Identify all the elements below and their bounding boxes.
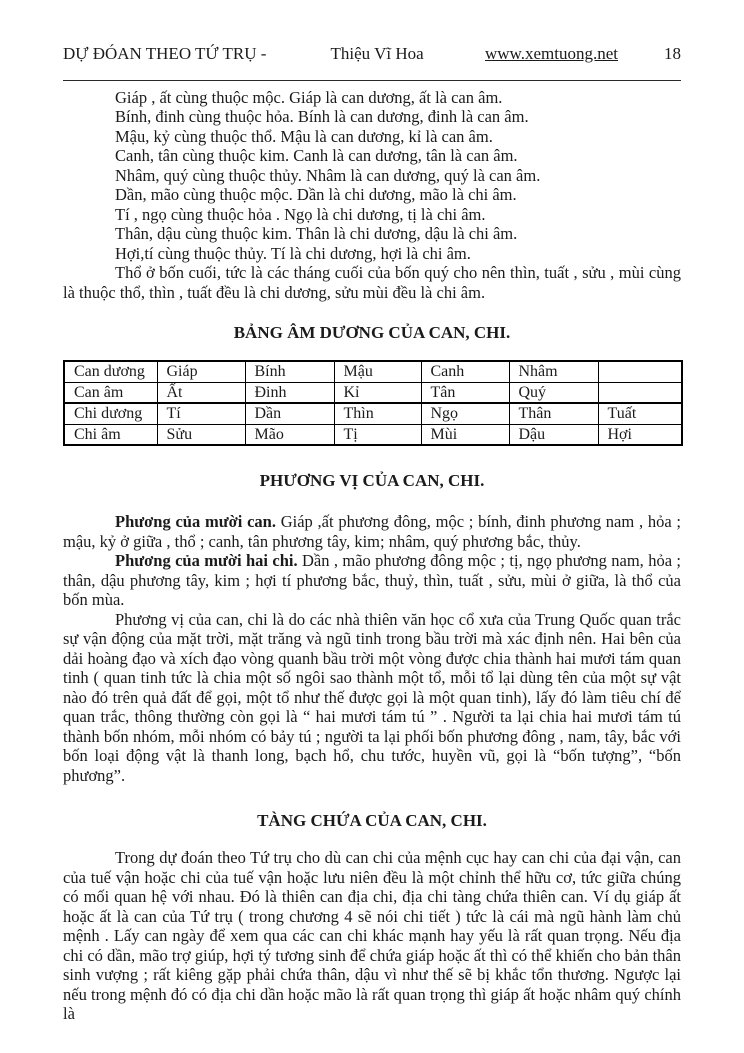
paragraph-phuong-vi-origin: Phương vị của can, chi là do các nhà thiên văn học cổ xưa của Trung Quốc quan trắc sự vận động của mặt trời, mặt trăng và ngũ tinh trong bầu trời mà xác định nên. Hai bên của dải hoàng đạo và xích đạo vòng quanh bầu trời một vòng được chia thành hai mươi tám quan tinh ( quan tinh tức là chia một số ngôi sao thành một tổ, mỗi tổ lại dùng tên của một sự vật nào đó trên quả đất để gọi, một tổ như thế được gọi là một quan tinh), lấy đó làm tiêu chí để quan trắc, thông thường còn gọi là “ hai mươi tám tú ” . Người ta lại chia hai mươi tám tú thành bốn nhóm, mỗi nhóm có bảy tú ; người ta lại phối bốn phương đông , nam, tây, bắc với bốn loại động vật là thanh long, bạch hổ, chu tước, huyền vũ, gọi là “bốn tượng”, “bốn phương”. xyxy=(63,609,681,785)
paragraph-text: Giáp ,ất phương đông, mộc ; bính, đinh phương nam , hỏa ; mậu, kỷ ở giữa , thổ ; canh, tân phương tây, kim; nhâm, quý phương bắc, thủy. xyxy=(63,512,681,551)
table-cell: Quý xyxy=(509,382,598,403)
am-duong-table xyxy=(63,360,683,446)
intro-line: Mậu, kỷ cùng thuộc thổ. Mậu là can dương, kỉ là can âm. xyxy=(115,126,493,146)
paragraph-tang-chua: Trong dự đoán theo Tứ trụ cho dù can chi của mệnh cục hay can chi của đại vận, can của tuế vận hoặc chi của tuế vận hoặc lưu niên đều là một chỉnh thể hữu cơ, tức giữa chúng có mối quan hệ với nhau. Đó là thiên can địa chi, địa chi tàng chứa thiên can. Ví dụ giáp ất hoặc ất là can của Tứ trụ ( trong chương 4 sẽ nói chi tiết ) tức là cái mà ngũ hành làm chủ mệnh . Lấy can ngày để xem qua các can chi khác mạnh hay yếu là rất quan trọng. Nếu địa chi có dần, mão trợ giúp, hợi tý tương sinh để chứa giáp hoặc ất thì có thể khiến cho bản thân sinh vượng ; rất kiêng gặp phải chứa thân, dậu vì như thế sẽ bị khắc tổn thương. Ngược lại nếu trong mệnh đó có địa chi dần hoặc mão là rất quan trọng thì giáp ất hoặc nhâm quý chính là xyxy=(63,848,681,1023)
table-cell: Canh xyxy=(421,361,509,382)
intro-line: Bính, đinh cùng thuộc hỏa. Bính là can dương, đinh là can âm. xyxy=(115,107,529,126)
intro-line: Hợi,tí cùng thuộc thủy. Tí là chi dương, hợi là chi âm. xyxy=(115,243,471,263)
table-cell: Mùi xyxy=(421,424,509,445)
intro-line: Thân, dậu cùng thuộc kim. Thân là chi dương, dậu là chi âm. xyxy=(115,224,518,243)
table-cell: Tân xyxy=(421,382,509,403)
table-cell: Ất xyxy=(157,382,245,403)
table-cell: Nhâm xyxy=(509,361,598,382)
table-row xyxy=(64,403,682,424)
paragraph-lead-bold: Phương của mười can. xyxy=(115,512,276,531)
section-heading-tang-chua: TÀNG CHỨA CỦA CAN, CHI. xyxy=(257,811,487,830)
book-title: DỰ ĐÓAN THEO TỨ TRỤ - xyxy=(63,44,267,63)
table-cell: Kỉ xyxy=(334,382,421,403)
table-cell: Đinh xyxy=(245,382,334,403)
table-cell: Tị xyxy=(334,424,421,445)
intro-line: Tí , ngọ cùng thuộc hỏa . Ngọ là chi dương, tị là chi âm. xyxy=(115,204,486,224)
section-heading-phuong-vi: PHƯƠNG VỊ CỦA CAN, CHI. xyxy=(259,471,485,490)
page-header xyxy=(63,44,681,81)
table-cell: Can dương xyxy=(64,361,157,382)
table-row xyxy=(64,361,682,382)
table-cell: Chi dương xyxy=(64,403,157,424)
table-cell xyxy=(598,361,682,382)
author-name: Thiệu Vĩ Hoa xyxy=(330,44,424,63)
table-cell: Bính xyxy=(245,361,334,382)
intro-list xyxy=(63,88,681,303)
intro-line: Dần, mão cùng thuộc mộc. Dần là chi dương, mão là chi âm. xyxy=(115,185,517,204)
page-number: 18 xyxy=(664,44,681,63)
table-cell: Thìn xyxy=(334,403,421,424)
table-cell: Ngọ xyxy=(421,403,509,424)
paragraph-phuong-muoi-hai-chi xyxy=(63,551,681,610)
table-row xyxy=(64,424,682,445)
intro-closing-paragraph: Thổ ở bốn cuối, tức là các tháng cuối của bốn quý cho nên thìn, tuất , sửu , mùi cùng là thuộc thổ, thìn , tuất đều là chi dương, sửu mùi đều là chi âm. xyxy=(63,263,681,302)
table-cell: Thân xyxy=(509,403,598,424)
table-row xyxy=(64,382,682,403)
website-link[interactable]: www.xemtuong.net xyxy=(485,44,618,63)
table-cell: Mão xyxy=(245,424,334,445)
intro-line: Canh, tân cùng thuộc kim. Canh là can dương, tân là can âm. xyxy=(115,146,518,165)
intro-line: Nhâm, quý cùng thuộc thủy. Nhâm là can dương, quý là can âm. xyxy=(115,165,541,185)
paragraph-text: Dần , mão phương đông mộc ; tị, ngọ phương nam, hỏa ; thân, dậu phương tây, kim ; hợi tí phương bắc, thuỷ, thìn, tuất , sửu, mùi ở giữa, là thổ của bốn mùa. xyxy=(63,551,681,609)
intro-line: Giáp , ất cùng thuộc mộc. Giáp là can dương, ất là can âm. xyxy=(115,87,503,107)
paragraph-phuong-muoi-can xyxy=(63,512,681,551)
table-cell: Dậu xyxy=(509,424,598,445)
table-cell: Sửu xyxy=(157,424,245,445)
paragraph-lead-bold: Phương của mười hai chi. xyxy=(115,551,298,570)
table-cell: Giáp xyxy=(157,361,245,382)
table-cell xyxy=(598,382,682,403)
table-cell: Tí xyxy=(157,403,245,424)
table-cell: Mậu xyxy=(334,361,421,382)
table-cell: Dần xyxy=(245,403,334,424)
table-cell: Hợi xyxy=(598,424,682,445)
table-cell: Chi âm xyxy=(64,424,157,445)
table-cell: Can âm xyxy=(64,382,157,403)
table-cell: Tuất xyxy=(598,403,682,424)
section-heading-bang-am-duong: BẢNG ÂM DƯƠNG CỦA CAN, CHI. xyxy=(233,323,511,342)
